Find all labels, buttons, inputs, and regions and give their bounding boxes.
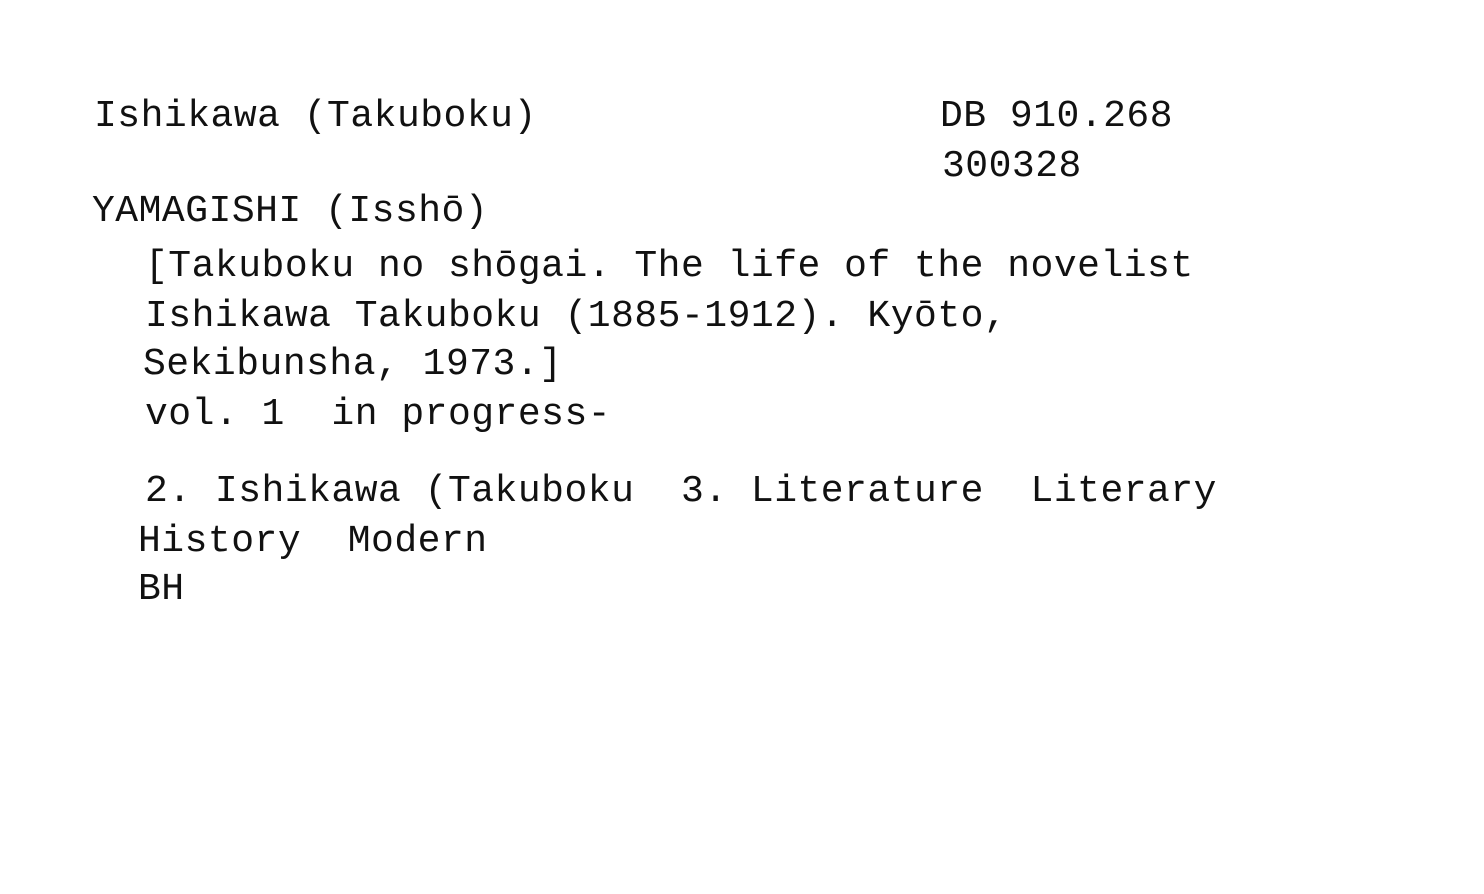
imprint-line: Sekibunsha, 1973.] xyxy=(143,343,563,386)
title-line-2: Ishikawa Takuboku (1885-1912). Kyōto, xyxy=(145,295,1008,338)
title-line-1: [Takuboku no shōgai. The life of the novelist xyxy=(145,245,1194,288)
author-entry: YAMAGISHI (Isshō) xyxy=(92,190,489,233)
cataloger-initials: BH xyxy=(138,568,185,611)
subject-tracings-line-2: History Modern xyxy=(138,520,488,563)
subject-heading: Ishikawa (Takuboku) xyxy=(94,95,537,138)
accession-number: 300328 xyxy=(942,145,1082,188)
volume-note: vol. 1 in progress- xyxy=(145,393,612,436)
call-number: DB 910.268 xyxy=(940,95,1174,138)
subject-tracings-line-1: 2. Ishikawa (Takuboku 3. Literature Literary xyxy=(145,470,1217,513)
